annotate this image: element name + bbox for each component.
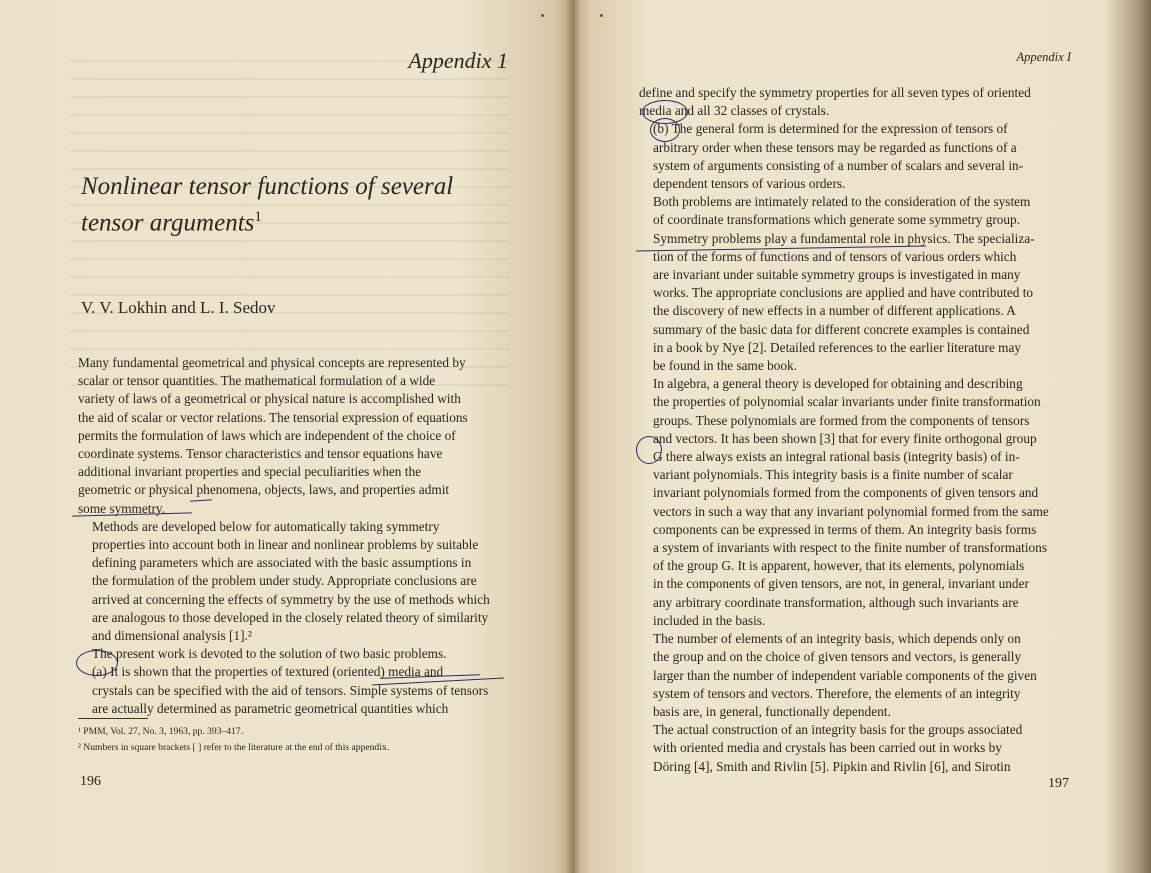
paper-speck bbox=[541, 14, 544, 17]
footnotes bbox=[78, 724, 508, 755]
paragraph bbox=[639, 230, 1072, 376]
text-line: summary of the basic data for different concrete examples is contained bbox=[653, 321, 1030, 337]
text-line: variety of laws of a geometrical or physical nature is accomplished with bbox=[78, 391, 461, 407]
text-line: define and specify the symmetry properties for all seven types of oriented bbox=[639, 85, 1031, 100]
footnote: ¹ PMM, Vol. 27, No. 3, 1963, pp. 393–417. bbox=[78, 726, 244, 737]
paper-speck bbox=[600, 14, 603, 17]
text-line: components can be expressed in terms of them. An integrity basis forms bbox=[653, 521, 1037, 537]
book-gutter bbox=[566, 0, 580, 873]
paragraph bbox=[639, 120, 1072, 193]
article-title-text: Nonlinear tensor functions of several tensor arguments bbox=[81, 173, 454, 237]
text-line: Both problems are intimately related to the consideration of the system bbox=[653, 194, 1031, 210]
text-line: be found in the same book. bbox=[653, 358, 798, 374]
article-title bbox=[81, 171, 521, 238]
text-line: any arbitrary coordinate transformation, although such invariants are bbox=[653, 594, 1019, 610]
text-line: Döring [4], Smith and Rivlin [5]. Pipkin and Rivlin [6], and Sirotin bbox=[653, 758, 1011, 774]
text-line: The number of elements of an integrity basis, which depends only on bbox=[653, 631, 1021, 647]
text-line: media and all 32 classes of crystals. bbox=[639, 103, 830, 119]
text-line: the aid of scalar or vector relations. The tensorial expression of equations bbox=[78, 409, 468, 425]
text-line: geometric or physical phenomena, objects, laws, and properties admit bbox=[78, 482, 450, 498]
text-line: system of arguments consisting of a number of scalars and several in- bbox=[653, 157, 1024, 173]
text-line: The present work is devoted to the solution of two basic problems. bbox=[92, 646, 447, 662]
footnote: ² Numbers in square brackets [ ] refer to the literature at the end of this appendix. bbox=[78, 741, 390, 753]
text-line: of the group G. It is apparent, however, that its elements, polynomials bbox=[653, 558, 1025, 574]
paragraph bbox=[639, 721, 1072, 776]
pen-circle-g bbox=[636, 436, 662, 464]
text-line: invariant polynomials formed from the components of given tensors and bbox=[653, 485, 1039, 501]
paragraph bbox=[639, 375, 1072, 630]
text-line: included in the basis. bbox=[653, 612, 766, 628]
text-line: and dimensional analysis [1].² bbox=[92, 628, 252, 644]
text-line: in the components of given tensors, are not, in general, invariant under bbox=[653, 576, 1029, 592]
text-line: permits the formulation of laws which are independent of the choice of bbox=[78, 427, 456, 443]
paragraph bbox=[639, 84, 1072, 120]
text-line: system of tensors and vectors. Therefore, the elements of an integrity bbox=[653, 685, 1021, 701]
text-line: and vectors. It has been shown [3] that for every finite orthogonal group bbox=[653, 430, 1037, 446]
text-line: of coordinate transformations which generate some symmetry group. bbox=[653, 212, 1021, 228]
left-page bbox=[0, 0, 572, 873]
text-line: are analogous to those developed in the closely related theory of similarity bbox=[92, 609, 489, 625]
text-line: some symmetry. bbox=[78, 500, 166, 516]
text-line: groups. These polynomials are formed from the components of tensors bbox=[653, 412, 1030, 428]
right-page bbox=[572, 0, 1151, 873]
text-line: arbitrary order when these tensors may be regarded as functions of a bbox=[653, 139, 1017, 155]
text-line: Methods are developed below for automatically taking symmetry bbox=[92, 518, 440, 534]
right-body-text bbox=[639, 84, 1072, 776]
text-line: the formulation of the problem under study. Appropriate conclusions are bbox=[92, 573, 477, 589]
left-body-text bbox=[78, 354, 506, 718]
text-line: coordinate systems. Tensor characteristics and tensor equations have bbox=[78, 446, 443, 462]
text-line: are actually determined as parametric geometrical quantities which bbox=[92, 700, 449, 716]
text-line: Symmetry problems play a fundamental role in physics. The specializa- bbox=[653, 230, 1035, 246]
text-line: are invariant under suitable symmetry groups is investigated in many bbox=[653, 267, 1021, 283]
text-line: in a book by Nye [2]. Detailed references to the earlier literature may bbox=[653, 339, 1022, 355]
text-line: The actual construction of an integrity basis for the groups associated bbox=[653, 722, 1023, 738]
text-line: the discovery of new effects in a number of different applications. A bbox=[653, 303, 1016, 319]
running-head-left: Appendix 1 bbox=[408, 48, 508, 73]
text-line: with oriented media and crystals has been carried out in works by bbox=[653, 740, 1002, 756]
text-line: In algebra, a general theory is developed for obtaining and describing bbox=[653, 376, 1023, 392]
text-line: (a) It is shown that the properties of textured (oriented) media and bbox=[92, 664, 444, 680]
pen-circle-b bbox=[650, 118, 680, 142]
pen-circle-a bbox=[76, 650, 118, 676]
page-number-left: 196 bbox=[80, 774, 101, 789]
text-line: variant polynomials. This integrity basis is a finite number of scalar bbox=[653, 467, 1013, 483]
footnote-rule bbox=[78, 718, 148, 719]
running-head-right: Appendix I bbox=[1016, 50, 1071, 64]
paragraph bbox=[78, 518, 506, 645]
text-line: the group and on the choice of given tensors and vectors, is generally bbox=[653, 649, 1022, 665]
text-line: the properties of polynomial scalar invariants under finite transformation bbox=[653, 394, 1041, 410]
text-line: works. The appropriate conclusions are applied and have contributed to bbox=[653, 285, 1034, 301]
text-line: tion of the forms of functions and of tensors of various orders which bbox=[653, 248, 1017, 264]
paragraph bbox=[639, 630, 1072, 721]
text-line: additional invariant properties and special peculiarities when the bbox=[78, 464, 422, 480]
text-line: vectors in such a way that any invariant polynomial formed from the same bbox=[653, 503, 1049, 519]
text-line: larger than the number of independent variable components of the given bbox=[653, 667, 1037, 683]
text-line: a system of invariants with respect to the finite number of transformations bbox=[653, 540, 1048, 556]
authors: V. V. Lokhin and L. I. Sedov bbox=[81, 298, 276, 317]
paragraph bbox=[78, 354, 506, 518]
text-line: (b) The general form is determined for the expression of tensors of bbox=[653, 121, 1008, 137]
text-line: G there always exists an integral rational basis (integrity basis) of in- bbox=[653, 449, 1020, 465]
paragraph bbox=[639, 193, 1072, 229]
text-line: dependent tensors of various orders. bbox=[653, 176, 846, 192]
text-line: arrived at concerning the effects of symmetry by the use of methods which bbox=[92, 591, 490, 607]
title-footnote-mark: 1 bbox=[254, 209, 262, 225]
text-line: scalar or tensor quantities. The mathematical formulation of a wide bbox=[78, 373, 436, 389]
text-line: properties into account both in linear and nonlinear problems by suitable bbox=[92, 537, 479, 553]
text-line: defining parameters which are associated with the basic assumptions in bbox=[92, 555, 472, 571]
page-number-right: 197 bbox=[1048, 776, 1069, 791]
text-line: Many fundamental geometrical and physical concepts are represented by bbox=[78, 355, 466, 370]
text-line: crystals can be specified with the aid of tensors. Simple systems of tensors bbox=[92, 682, 489, 698]
text-line: basis are, in general, functionally dependent. bbox=[653, 703, 891, 719]
